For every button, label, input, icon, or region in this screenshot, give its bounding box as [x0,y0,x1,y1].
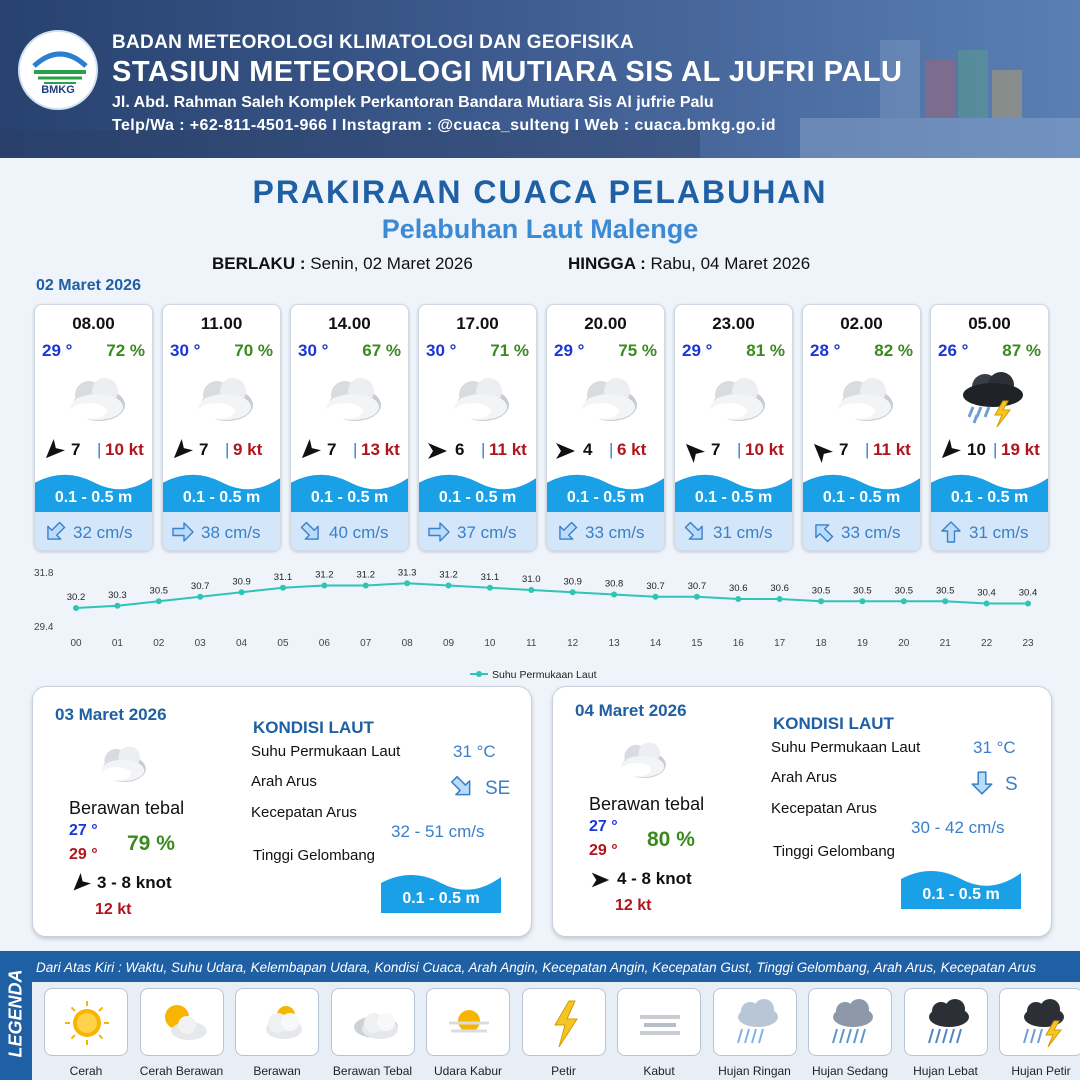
wave-height: 0.1 - 0.5 m [566,489,645,506]
agency-name: BADAN METEOROLOGI KLIMATOLOGI DAN GEOFISIKA [112,32,635,53]
cloud-thick-icon [187,369,259,427]
wind-separator: | [225,440,230,459]
sst-point [280,585,286,591]
relative-humidity: 79 % [127,832,175,855]
sst-chart [30,562,1050,688]
forecast-time: 23.00 [712,314,755,333]
legend-label: Berawan Tebal [332,1064,413,1078]
cloud-thick-icon [315,369,387,427]
current-direction-label: Arah Arus [771,769,837,786]
sst-point [1025,601,1031,607]
current-direction-icon [555,520,579,544]
wave-height: 0.1 - 0.5 m [438,489,517,506]
cloud-thick-icon [443,369,515,427]
sst-point [197,594,203,600]
day-summary-1 [32,686,532,937]
sst-data-label: 30.4 [1018,587,1038,599]
sst-point [446,583,452,589]
sst-point [73,605,79,611]
sst-point [652,594,658,600]
moderate-rain-icon [821,995,881,1051]
x-tick-label: 20 [898,638,910,649]
legend-item [44,988,128,1056]
validity-to [568,254,810,274]
current-row [547,512,664,551]
wind-speed-range: 3 - 8 knot [97,873,172,892]
x-tick-label: 11 [526,638,537,649]
wind-row [553,439,661,463]
forecast-time: 17.00 [456,314,499,333]
current-speed: 38 cm/s [201,523,261,542]
wind-gust: 9 kt [233,440,263,459]
logo-text: BMKG [41,84,75,96]
legend-item [617,988,701,1056]
air-temperature: 30 ° [298,341,329,360]
current-direction-icon [811,520,835,544]
legend-label: Cerah [69,1064,103,1078]
sst-data-label: 31.2 [356,569,375,581]
x-tick-label: 07 [360,638,372,649]
current-speed: 31 cm/s [713,523,773,542]
wind-speed: 7 [711,440,721,459]
thunderstorm-icon [955,369,1027,427]
wind-direction-icon [589,869,611,891]
sst-data-label: 30.8 [604,578,624,590]
day-summary-2 [552,686,1052,937]
sst-data-label: 30.6 [770,583,789,594]
x-tick-label: 10 [484,638,496,649]
cloud-thick-icon [827,369,899,427]
wave-height: 0.1 - 0.5 m [54,489,133,506]
wind-row [41,439,149,463]
sst-point [777,596,783,602]
sst-point [114,603,120,609]
wind-gust: 19 kt [1001,440,1040,459]
sst-data-label: 30.7 [190,580,210,592]
wave-height: 0.1 - 0.5 m [950,489,1029,506]
forecast-card [546,304,665,551]
current-row [675,512,792,551]
wind-speed: 6 [455,440,465,459]
wind-separator: | [353,440,358,459]
heavy-rain-icon [917,995,977,1051]
current-speed-label: Kecepatan Arus [251,804,357,821]
wind-direction-icon [553,439,577,463]
wind-row [681,439,789,463]
wave-height: 0.1 - 0.5 m [402,890,480,907]
current-direction-icon [427,520,451,544]
sst-point [984,601,990,607]
fog-icon [630,995,690,1051]
x-tick-label: 15 [691,638,703,649]
sun-icon [57,995,117,1051]
sst-point [487,585,493,591]
legend-description: Dari Atas Kiri : Waktu, Suhu Udara, Kelembapan Udara, Kondisi Cuaca, Arah Angin, Kecepatan Angin, Kecepatan Gust, Tinggi Gelombang, Arah Arus, Kecepatan Arus [36,960,1037,975]
air-temperature: 29 ° [682,341,713,360]
wave-height-label: Tinggi Gelombang [253,847,376,864]
sst-point [570,589,576,595]
relative-humidity: 72 % [106,341,145,360]
cloud-thick-icon [571,369,643,427]
forecast-time: 02.00 [840,314,883,333]
relative-humidity: 87 % [1002,341,1041,360]
legend-item [904,988,988,1056]
current-direction-icon [449,774,475,800]
sst-point [735,596,741,602]
wave-height: 0.1 - 0.5 m [922,886,1000,903]
sst-point [942,598,948,604]
wind-gust: 12 kt [95,901,132,918]
sst-data-label: 30.7 [646,580,665,592]
wind-row [425,439,533,463]
x-tick-label: 13 [608,638,620,649]
wind-separator: | [737,440,742,459]
wind-gust: 13 kt [361,440,400,459]
forecast-card [418,304,537,551]
sst-data-label: 30.9 [563,576,582,588]
sea-condition-heading: KONDISI LAUT [773,714,894,733]
wave-height: 0.1 - 0.5 m [694,489,773,506]
wind-direction-icon [297,439,321,463]
sst-point [818,598,824,604]
forecast-card [162,304,281,551]
legend-label: Suhu Permukaan Laut [492,669,597,681]
sst-data-label: 30.5 [853,585,872,597]
day-date: 03 Maret 2026 [55,705,167,724]
air-temperature: 29 ° [554,341,585,360]
max-temperature: 29 ° [69,846,98,863]
x-tick-label: 05 [277,638,289,649]
wind-row [169,439,277,463]
legend-item [808,988,892,1056]
wind-speed-range: 4 - 8 knot [617,869,692,888]
sst-value: 31 °C [453,742,496,761]
wind-direction-icon [425,439,449,463]
legend-item [522,988,606,1056]
current-row [163,512,280,551]
cloud-thick-icon [344,995,404,1051]
validity-from-label: BERLAKU : [212,254,306,273]
sst-data-label: 31.2 [439,569,458,581]
cloud-thick-icon [91,739,151,787]
sst-data-label: 30.5 [811,585,831,597]
sst-label: Suhu Permukaan Laut [771,739,921,756]
current-speed: 40 cm/s [329,523,389,542]
header-banner [0,0,1080,158]
x-tick-label: 04 [236,638,248,649]
weather-condition: Berawan tebal [69,798,185,818]
sst-data-label: 31.0 [522,574,541,585]
wind-speed: 7 [839,440,849,459]
current-speed: 33 cm/s [841,523,901,542]
current-row [35,512,152,551]
cloud-thick-icon [59,369,131,427]
min-temperature: 27 ° [589,818,618,835]
wind-speed: 7 [199,440,209,459]
port-name: Pelabuhan Laut Malenge [381,214,699,244]
sst-point [528,587,534,593]
current-speed: 33 cm/s [585,523,645,542]
weather-condition: Berawan tebal [589,794,705,814]
wave-height: 0.1 - 0.5 m [182,489,261,506]
sst-data-label: 31.3 [397,567,417,579]
haze-icon [439,995,499,1051]
air-temperature: 30 ° [426,341,457,360]
lightning-icon [535,995,595,1051]
x-tick-label: 17 [774,638,786,649]
current-speed: 37 cm/s [457,523,517,542]
sst-data-label: 30.7 [687,580,707,592]
legend-label: Petir [551,1064,576,1078]
sst-point [239,589,245,595]
current-row [419,512,536,551]
relative-humidity: 67 % [362,341,401,360]
legend-item [999,988,1080,1056]
legend-label: Cerah Berawan [139,1064,224,1078]
relative-humidity: 71 % [490,341,529,360]
legend-title: LEGENDA [5,969,26,1058]
cloud-thick-icon [699,369,771,427]
current-row [291,512,408,551]
legend-label: Udara Kabur [433,1064,503,1078]
air-temperature: 30 ° [170,341,201,360]
sst-data-label: 30.5 [149,585,169,597]
x-tick-label: 16 [732,638,744,649]
legend-item [331,988,415,1056]
sst-point [404,580,410,586]
wind-row [809,439,917,463]
x-tick-label: 14 [649,638,662,649]
current-direction-icon [171,520,195,544]
legend-item [713,988,797,1056]
x-tick-label: 21 [939,638,951,649]
current-direction: S [1005,774,1018,795]
station-contact: Telp/Wa : +62-811-4501-966 I Instagram : @cuaca_sulteng I Web : cuaca.bmkg.go.id [112,117,776,134]
legend-marker [476,671,482,677]
wind-speed: 4 [583,440,593,459]
wind-gust: 6 kt [617,440,647,459]
x-tick-label: 01 [111,638,123,649]
x-tick-label: 23 [1022,638,1034,649]
relative-humidity: 75 % [618,341,657,360]
wind-gust: 11 kt [489,440,527,459]
current-direction-icon [43,520,67,544]
x-tick-label: 06 [318,638,330,649]
legend-label: Hujan Sedang [811,1064,889,1078]
current-direction-icon [969,770,995,796]
wind-direction-icon [169,439,193,463]
current-row [931,512,1048,551]
forecast-card [930,304,1049,551]
sst-point [611,592,617,598]
forecast-time: 20.00 [584,314,627,333]
x-tick-label: 22 [981,638,993,649]
wind-speed: 10 [967,440,986,459]
forecast-card [674,304,793,551]
sst-data-label: 30.9 [232,576,251,588]
y-tick-label: 29.4 [34,622,54,633]
sst-point [859,598,865,604]
forecast-time: 11.00 [200,314,243,333]
legend-item [426,988,510,1056]
wind-separator: | [993,440,998,459]
sst-data-label: 31.2 [315,569,334,581]
current-speed-range: 32 - 51 cm/s [391,822,485,841]
sst-value: 31 °C [973,738,1016,757]
validity-to-label: HINGGA : [568,254,646,273]
wind-direction-icon [41,439,65,463]
air-temperature: 29 ° [42,341,73,360]
sst-data-label: 30.6 [729,583,748,594]
forecast-time: 14.00 [328,314,371,333]
wind-gust: 12 kt [615,897,652,914]
wind-separator: | [609,440,614,459]
sst-data-label: 31.1 [273,571,293,583]
current-row [803,512,920,551]
light-rain-icon [726,995,786,1051]
wind-direction-icon [937,439,961,463]
wind-direction-icon [69,873,91,895]
current-direction-icon [939,520,963,544]
wind-gust: 10 kt [105,440,144,459]
relative-humidity: 70 % [234,341,273,360]
wind-speed: 7 [327,440,337,459]
x-tick-label: 02 [153,638,165,649]
cloud-sun-icon [248,995,308,1051]
relative-humidity: 81 % [746,341,785,360]
sun-cloud-icon [153,995,213,1051]
station-name: STASIUN METEOROLOGI MUTIARA SIS AL JUFRI PALU [112,56,903,88]
relative-humidity: 80 % [647,828,695,851]
wind-speed: 7 [71,440,81,459]
current-speed: 31 cm/s [969,523,1029,542]
forecast-time: 05.00 [968,314,1011,333]
wind-gust: 11 kt [873,440,911,459]
wind-direction-icon [809,439,833,463]
relative-humidity: 82 % [874,341,913,360]
wind-separator: | [481,440,486,459]
x-tick-label: 03 [194,638,206,649]
max-temperature: 29 ° [589,842,618,859]
legend-label: Hujan Petir [1011,1064,1071,1078]
y-tick-label: 31.8 [34,568,54,579]
sea-condition-heading: KONDISI LAUT [253,718,374,737]
current-speed: 32 cm/s [73,523,133,542]
air-temperature: 28 ° [810,341,841,360]
wave-height-label: Tinggi Gelombang [773,843,896,860]
forecast-card [290,304,409,551]
wind-separator: | [865,440,870,459]
x-tick-label: 00 [70,638,82,649]
current-direction-label: Arah Arus [251,773,317,790]
sst-point [694,594,700,600]
x-tick-label: 19 [856,638,868,649]
legend-label: Hujan Lebat [913,1064,978,1078]
sst-data-label: 30.3 [108,589,127,601]
sst-data-label: 30.2 [66,592,86,603]
wind-direction-icon [681,439,705,463]
validity-from [212,254,473,274]
current-direction-icon [299,520,323,544]
min-temperature: 27 ° [69,822,98,839]
wind-row [297,439,405,463]
cloud-thick-icon [611,735,671,783]
x-tick-label: 08 [401,638,413,649]
thunderstorm-icon [1012,995,1072,1051]
wind-gust: 10 kt [745,440,784,459]
current-direction-icon [683,520,707,544]
validity-from-value: Senin, 02 Maret 2026 [310,254,473,273]
sst-point [321,583,327,589]
sst-data-label: 30.4 [977,587,996,599]
sst-data-label: 31.1 [480,571,500,583]
sst-point [156,598,162,604]
current-speed-range: 30 - 42 cm/s [911,818,1005,837]
day-date: 04 Maret 2026 [575,701,687,720]
legend-label: Berawan [253,1064,301,1078]
station-address: Jl. Abd. Rahman Saleh Komplek Perkantoran Bandara Mutiara Sis Al jufrie Palu [112,94,714,111]
legend-item [235,988,319,1056]
legend-label: Hujan Ringan [718,1064,791,1078]
legend-item [140,988,224,1056]
wind-separator: | [97,440,102,459]
sst-label: Suhu Permukaan Laut [251,743,401,760]
page-title: PRAKIRAAN CUACA PELABUHAN [252,174,828,210]
x-tick-label: 12 [567,638,579,649]
air-temperature: 26 ° [938,341,969,360]
x-tick-label: 09 [442,638,455,649]
x-tick-label: 18 [815,638,827,649]
sst-data-label: 30.5 [935,585,955,597]
sst-point [363,583,369,589]
bmkg-logo [18,30,98,110]
wave-height: 0.1 - 0.5 m [822,489,901,506]
current-direction: SE [485,778,511,799]
forecast-card [802,304,921,551]
forecast-card [34,304,153,551]
sst-point [901,598,907,604]
legend-label: Kabut [643,1064,675,1078]
forecast-time: 08.00 [72,314,115,333]
forecast-date: 02 Maret 2026 [36,277,141,294]
legend-side [0,951,32,1080]
wind-row [937,439,1045,463]
sst-data-label: 30.5 [894,585,914,597]
current-speed-label: Kecepatan Arus [771,800,877,817]
wave-height: 0.1 - 0.5 m [310,489,389,506]
validity-to-value: Rabu, 04 Maret 2026 [650,254,811,273]
